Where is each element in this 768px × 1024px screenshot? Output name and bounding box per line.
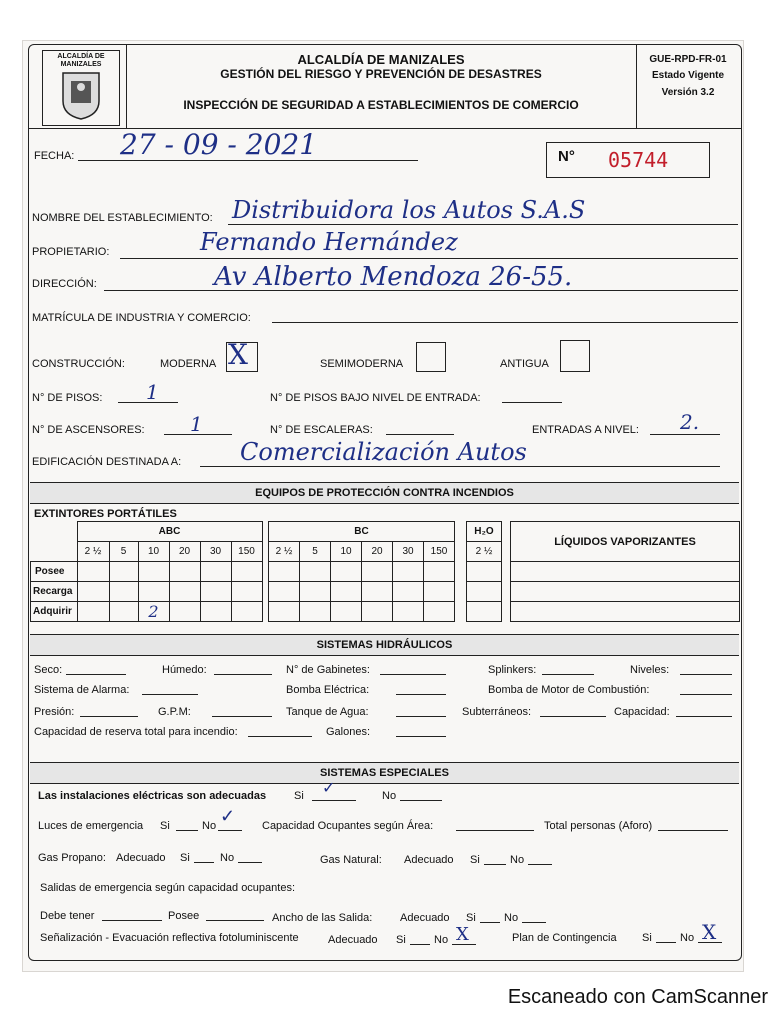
pisos-bajo-label: N° DE PISOS BAJO NIVEL DE ENTRADA: [270, 392, 481, 404]
escaleras-line [386, 434, 454, 435]
extintores-table-bc [268, 521, 455, 622]
grid-cell[interactable] [300, 582, 331, 602]
gas-natural-label: Gas Natural: [320, 854, 382, 866]
aforo-label: Total personas (Aforo) [544, 820, 653, 832]
debe-tener-line[interactable] [102, 920, 162, 921]
gpm-line[interactable] [212, 716, 272, 717]
gpm-label: G.P.M: [158, 706, 191, 718]
row-label-adquirir: Adquirir [31, 602, 78, 622]
section-hidraulicos: SISTEMAS HIDRÁULICOS [30, 634, 739, 656]
grid-cell[interactable] [169, 562, 200, 582]
abc-header: ABC [77, 522, 262, 542]
entradas-line [650, 434, 720, 435]
grid-cell[interactable] [231, 602, 262, 622]
capacidad-area-label: Capacidad Ocupantes según Área: [262, 820, 434, 832]
grid-cell[interactable] [300, 602, 331, 622]
direccion-value[interactable]: Av Alberto Mendoza 26-55. [214, 262, 573, 292]
grid-cell[interactable] [109, 582, 138, 602]
direccion-label: DIRECCIÓN: [32, 278, 97, 290]
subterraneos-line[interactable] [540, 716, 606, 717]
grid-cell[interactable] [424, 582, 455, 602]
moderna-label: MODERNA [160, 358, 217, 370]
grid-cell[interactable] [331, 602, 362, 622]
propietario-value[interactable]: Fernando Hernández [200, 228, 458, 256]
logo-text: ALCALDÍA DE MANIZALES [57, 53, 105, 68]
edificacion-value[interactable]: Comercialización Autos [240, 438, 527, 466]
gas-natural-si-label: Si [470, 854, 480, 866]
grid-cell[interactable] [393, 562, 424, 582]
propietario-line [120, 258, 738, 259]
bomba-motor-label: Bomba de Motor de Combustión: [488, 684, 650, 696]
grid-cell[interactable] [362, 602, 393, 622]
splinkers-line[interactable] [542, 674, 594, 675]
nombre-line [228, 224, 738, 225]
senalizacion-adecuado-label: Adecuado [328, 934, 378, 946]
h2o-header: H₂O [467, 522, 502, 542]
edificacion-line [200, 466, 720, 467]
gas-propano-adecuado-label: Adecuado [116, 852, 166, 864]
senalizacion-label: Señalización - Evacuación reflectiva fotoluminiscente [40, 932, 299, 944]
grid-cell[interactable] [169, 582, 200, 602]
liquidos-header: LÍQUIDOS VAPORIZANTES [511, 522, 740, 562]
bomba-electrica-line[interactable] [396, 694, 446, 695]
size-cell: 30 [200, 542, 231, 562]
row-label-posee: Posee [31, 562, 78, 582]
size-cell: 20 [362, 542, 393, 562]
bomba-motor-line[interactable] [680, 694, 732, 695]
form-code: GUE-RPD-FR-01 [649, 54, 727, 65]
capacidad-line[interactable] [676, 716, 732, 717]
plan-label: Plan de Contingencia [512, 932, 617, 944]
galones-line[interactable] [396, 736, 446, 737]
moderna-mark: X [228, 338, 248, 371]
alarma-line[interactable] [142, 694, 198, 695]
grid-cell[interactable] [467, 602, 502, 622]
grid-cell[interactable] [200, 562, 231, 582]
row-label-recarga: Recarga [31, 582, 78, 602]
construccion-label: CONSTRUCCIÓN: [32, 358, 125, 370]
senalizacion-no-mark: X [456, 924, 469, 945]
size-cell: 5 [109, 542, 138, 562]
size-cell: 30 [393, 542, 424, 562]
posee-label: Posee [168, 910, 200, 922]
corner-cell [31, 542, 78, 562]
aforo-line[interactable] [658, 830, 728, 831]
municipal-logo [42, 50, 120, 126]
ancho-no-line[interactable] [522, 922, 546, 923]
antigua-checkbox[interactable] [560, 340, 590, 372]
scanner-watermark: Escaneado con CamScanner [507, 986, 768, 1008]
semimoderna-checkbox[interactable] [416, 342, 446, 372]
grid-cell[interactable] [511, 602, 740, 622]
niveles-label: Niveles: [630, 664, 670, 676]
electricas-si-label: Si [294, 790, 304, 802]
extintores-table-liquidos [510, 521, 740, 622]
grid-cell[interactable] [138, 582, 169, 602]
plan-no-label: No [680, 932, 695, 944]
pisos-value[interactable]: 1 [146, 380, 159, 404]
header-title-3: INSPECCIÓN DE SEGURIDAD A ESTABLECIMIENTOS DE COMERCIO [183, 98, 579, 112]
grid-cell[interactable] [467, 562, 502, 582]
ascensores-value[interactable]: 1 [190, 412, 203, 436]
splinkers-label: Splinkers: [488, 664, 537, 676]
grid-cell[interactable] [300, 562, 331, 582]
grid-cell[interactable] [109, 602, 138, 622]
posee-line[interactable] [206, 920, 264, 921]
size-cell: 5 [300, 542, 331, 562]
folio-label: N° [558, 148, 575, 165]
electricas-no-line[interactable] [400, 800, 442, 801]
extintores-title: EXTINTORES PORTÁTILES [34, 508, 177, 520]
luces-no-line[interactable] [218, 830, 242, 831]
galones-label: Galones: [326, 726, 371, 738]
capacidad-label: Capacidad: [614, 706, 670, 718]
subterraneos-label: Subterráneos: [462, 706, 532, 718]
gas-natural-no-line[interactable] [528, 864, 552, 865]
matricula-line [272, 322, 738, 323]
grid-cell[interactable] [138, 562, 169, 582]
senalizacion-no-label: No [434, 934, 449, 946]
humedo-line[interactable] [214, 674, 272, 675]
tanque-line[interactable] [396, 716, 446, 717]
size-cell: 2 ½ [269, 542, 300, 562]
humedo-label: Húmedo: [162, 664, 207, 676]
form-version: Versión 3.2 [661, 87, 715, 98]
electricas-si-line[interactable] [312, 800, 356, 801]
niveles-line[interactable] [680, 674, 732, 675]
fecha-value[interactable]: 27 - 09 - 2021 [120, 128, 318, 161]
grid-cell[interactable] [77, 602, 109, 622]
escaleras-label: N° DE ESCALERAS: [270, 424, 373, 436]
antigua-label: ANTIGUA [500, 358, 549, 370]
grid-cell[interactable] [231, 562, 262, 582]
plan-si-line[interactable] [656, 942, 676, 943]
edificacion-label: EDIFICACIÓN DESTINADA A: [32, 456, 182, 468]
ancho-label: Ancho de las Salida: [272, 912, 373, 924]
grid-cell[interactable] [424, 562, 455, 582]
debe-tener-label: Debe tener [40, 910, 95, 922]
grid-cell[interactable] [77, 562, 109, 582]
senalizacion-si-line[interactable] [410, 944, 430, 945]
shield-icon [61, 71, 101, 121]
presion-line[interactable] [80, 716, 138, 717]
section-especiales: SISTEMAS ESPECIALES [30, 762, 739, 784]
gas-propano-no-line[interactable] [238, 862, 262, 863]
grid-cell[interactable] [109, 562, 138, 582]
matricula-label: MATRÍCULA DE INDUSTRIA Y COMERCIO: [32, 312, 251, 324]
bc-header: BC [269, 522, 455, 542]
propietario-label: PROPIETARIO: [32, 246, 110, 258]
header-title-2: GESTIÓN DEL RIESGO Y PREVENCIÓN DE DESASTRES [220, 67, 542, 81]
grid-cell[interactable] [362, 562, 393, 582]
pisos-bajo-line [502, 402, 562, 403]
nombre-label: NOMBRE DEL ESTABLECIMIENTO: [32, 212, 213, 224]
nombre-value[interactable]: Distribuidora los Autos S.A.S [232, 196, 586, 224]
tanque-label: Tanque de Agua: [286, 706, 369, 718]
reserva-label: Capacidad de reserva total para incendio: [34, 726, 238, 738]
pisos-label: N° DE PISOS: [32, 392, 103, 404]
alarma-label: Sistema de Alarma: [34, 684, 130, 696]
folio-number: 05744 [608, 148, 669, 172]
luces-no-mark: ✓ [220, 806, 236, 827]
grid-cell[interactable] [200, 582, 231, 602]
section-equipos: EQUIPOS DE PROTECCIÓN CONTRA INCENDIOS [30, 482, 739, 504]
electricas-si-mark: ✓ [322, 778, 336, 797]
electricas-no-label: No [382, 790, 397, 802]
fecha-label: FECHA: [34, 150, 75, 162]
gas-natural-si-line[interactable] [484, 864, 506, 865]
luces-si-line[interactable] [176, 830, 198, 831]
ancho-adecuado-label: Adecuado [400, 912, 450, 924]
luces-no-label: No [202, 820, 217, 832]
entradas-value[interactable]: 2. [680, 410, 700, 434]
gabinetes-line[interactable] [380, 674, 446, 675]
size-cell: 10 [331, 542, 362, 562]
grid-cell-adquirir-abc10[interactable] [138, 602, 169, 622]
luces-label: Luces de emergencia [38, 820, 144, 832]
size-cell: 10 [138, 542, 169, 562]
size-cell: 2 ½ [77, 542, 109, 562]
electricas-label: Las instalaciones eléctricas son adecuadas [38, 790, 267, 802]
grid-cell[interactable] [269, 602, 300, 622]
grid-cell[interactable] [331, 582, 362, 602]
salidas-label: Salidas de emergencia según capacidad ocupantes: [40, 882, 296, 894]
grid-cell[interactable] [331, 562, 362, 582]
grid-cell[interactable] [269, 582, 300, 602]
plan-si-label: Si [642, 932, 652, 944]
grid-cell[interactable] [467, 582, 502, 602]
grid-cell[interactable] [77, 582, 109, 602]
grid-cell[interactable] [393, 582, 424, 602]
seco-line[interactable] [66, 674, 126, 675]
grid-cell[interactable] [393, 602, 424, 622]
adquirir-abc10-value: 2 [148, 602, 159, 621]
bomba-electrica-label: Bomba Eléctrica: [286, 684, 370, 696]
grid-cell[interactable] [362, 582, 393, 602]
gas-natural-adecuado-label: Adecuado [404, 854, 454, 866]
grid-cell[interactable] [269, 562, 300, 582]
reserva-line[interactable] [248, 736, 312, 737]
gas-natural-no-label: No [510, 854, 525, 866]
ascensores-label: N° DE ASCENSORES: [32, 424, 145, 436]
presion-label: Presión: [34, 706, 75, 718]
ancho-si-label: Si [466, 912, 476, 924]
ancho-si-line[interactable] [480, 922, 500, 923]
extintores-table-abc [30, 521, 263, 622]
size-cell: 20 [169, 542, 200, 562]
size-cell: 150 [424, 542, 455, 562]
form-status: Estado Vigente [651, 70, 725, 81]
grid-cell[interactable] [200, 602, 231, 622]
grid-cell[interactable] [511, 562, 740, 582]
extintores-table-h2o [466, 521, 502, 622]
gas-propano-si-label: Si [180, 852, 190, 864]
grid-cell[interactable] [169, 602, 200, 622]
gas-propano-label: Gas Propano: [38, 852, 106, 864]
size-cell: 2 ½ [467, 542, 502, 562]
grid-cell[interactable] [424, 602, 455, 622]
grid-cell[interactable] [231, 582, 262, 602]
header-title-1: ALCALDÍA DE MANIZALES [297, 52, 465, 67]
size-cell: 150 [231, 542, 262, 562]
entradas-label: ENTRADAS A NIVEL: [532, 424, 639, 436]
ancho-no-label: No [504, 912, 519, 924]
corner-cell [31, 522, 78, 542]
senalizacion-si-label: Si [396, 934, 406, 946]
luces-si-label: Si [160, 820, 170, 832]
gabinetes-label: N° de Gabinetes: [286, 664, 370, 676]
semimoderna-label: SEMIMODERNA [320, 358, 404, 370]
grid-cell[interactable] [511, 582, 740, 602]
gas-propano-si-line[interactable] [194, 862, 214, 863]
gas-propano-no-label: No [220, 852, 235, 864]
seco-label: Seco: [34, 664, 63, 676]
plan-no-mark: X [702, 920, 717, 944]
capacidad-area-line[interactable] [456, 830, 534, 831]
